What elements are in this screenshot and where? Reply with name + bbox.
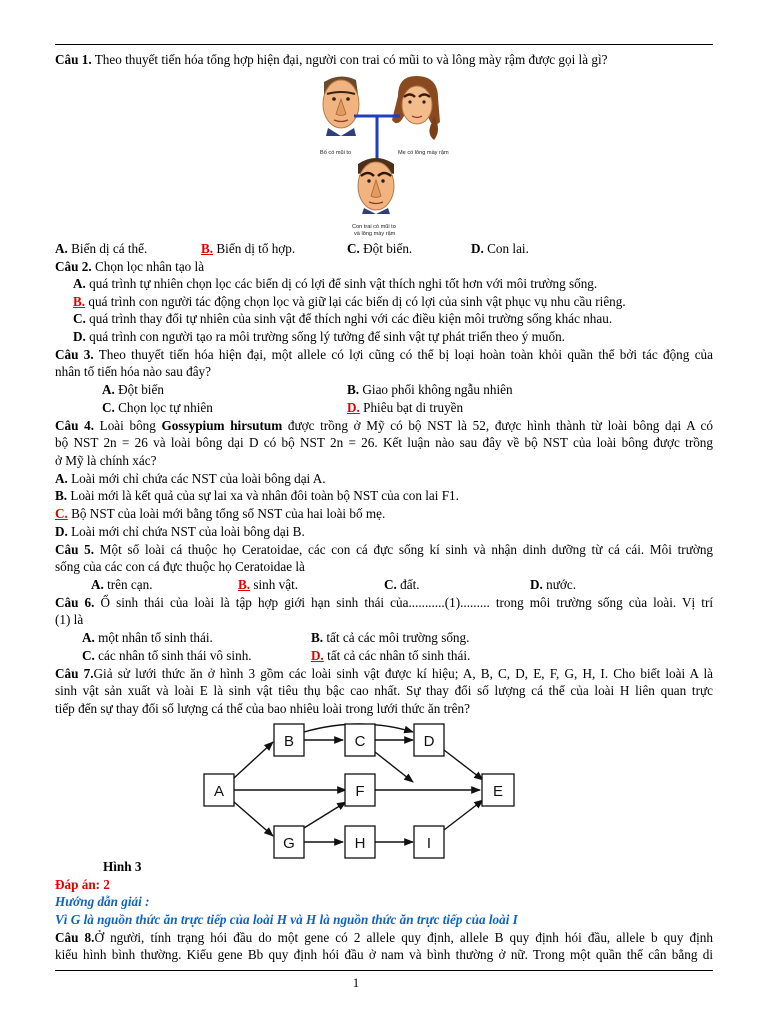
node-d — [414, 724, 444, 756]
question-number: Câu 3. — [55, 347, 94, 362]
question-6-stem-line1: Câu 6. Ổ sinh thái của loài là tập hợp giới hạn sinh thái của...........(1)......... trong môi trường sống của loài. Vị trí — [55, 595, 714, 610]
question-number: Câu 8. — [55, 930, 95, 945]
question-4-option-c[interactable]: C. Bộ NST của loài mới bằng tổng số NST của hai loài bố mẹ. — [55, 506, 386, 521]
option-d[interactable]: D. Phiêu bạt di truyền — [347, 400, 464, 415]
option-d[interactable]: D. tất cả các nhân tố sinh thái. — [311, 648, 471, 663]
option-c[interactable]: C. Chọn lọc tự nhiên — [102, 400, 213, 415]
node-h — [345, 826, 375, 858]
option-a[interactable]: A. Đột biến — [102, 382, 164, 397]
question-4-option-a[interactable]: A. Loài mới chỉ chứa các NST của loài bông dại A. — [55, 471, 326, 486]
option-b[interactable]: B. Giao phối không ngẫu nhiên — [347, 382, 513, 397]
option-b[interactable]: B. Biến dị tổ hợp. — [201, 241, 296, 256]
option-d[interactable]: D. nước. — [530, 577, 576, 592]
question-number: Câu 4. — [55, 418, 94, 433]
mother-face-icon — [392, 76, 440, 140]
option-b[interactable]: B. sinh vật. — [238, 577, 299, 592]
node-f — [345, 774, 375, 806]
question-2-option-c[interactable]: C. quá trình thay đổi tự nhiên của sinh vật để thích nghi với các điều kiện môi trường sống khác nhau. — [73, 311, 613, 326]
svg-text:A: A — [213, 783, 225, 800]
svg-text:E: E — [492, 783, 504, 800]
mother-caption: Mẹ có lông mày rậm — [398, 150, 449, 156]
father-face-icon — [323, 76, 359, 136]
question-number: Câu 1. — [55, 52, 92, 67]
marriage-line — [354, 116, 400, 160]
question-3-stem-line2: nhân tố tiến hóa nào sau đây? — [55, 364, 212, 379]
question-4-stem-line1: Câu 4. Loài bông Gossypium hirsutum được trồng ở Mỹ có bộ NST là 52, được hình thành từ loài bông dại A có — [55, 418, 713, 433]
father-caption: Bố có mũi to — [320, 150, 352, 156]
question-7-stem-line2: sinh vật sản xuất và loài E là sinh vật tiêu thụ bậc cao nhất. Sự thay đổi số lượng cá thể của loài H liên quan trực — [55, 683, 713, 698]
node-b — [274, 724, 304, 756]
son-caption-1: Con trai có mũi to — [352, 224, 396, 230]
svg-text:H: H — [354, 835, 366, 852]
question-4-option-d[interactable]: D. Loài mới chỉ chứa NST của loài bông dại B. — [55, 524, 305, 539]
answer-text: Đáp án: 2 — [55, 877, 110, 892]
option-c[interactable]: C. các nhân tố sinh thái vô sinh. — [82, 648, 252, 663]
question-3-stem-line1: Câu 3. Theo thuyết tiến hóa hiện đại, một allele có lợi cũng có thể bị loại hoàn toàn khỏi quần thể bởi tác động của — [55, 347, 713, 362]
food-web-diagram — [200, 718, 520, 862]
question-2-option-b[interactable]: B. quá trình con người tác động chọn lọc và giữ lại các biến dị có lợi của sinh vật phục vụ nhu cầu riêng. — [73, 294, 626, 309]
figure-caption: Hình 3 — [103, 859, 142, 874]
son-caption-2: và lông mày rậm — [354, 231, 396, 237]
son-face-icon — [358, 158, 394, 214]
question-text: Theo thuyết tiến hóa tổng hợp hiện đại, người con trai có mũi to và lông mày rậm được gọi là gì? — [91, 52, 608, 67]
svg-text:B: B — [283, 733, 295, 750]
node-i — [414, 826, 444, 858]
question-number: Câu 7. — [55, 666, 94, 681]
guide-title: Hướng dẫn giải : — [55, 894, 150, 909]
species-name: Gossypium hirsutum — [161, 418, 283, 433]
node-c — [345, 724, 375, 756]
question-1-stem — [55, 51, 713, 68]
svg-text:F: F — [355, 783, 365, 800]
header-rule — [55, 44, 713, 45]
svg-text:G: G — [283, 835, 295, 852]
question-number: Câu 2. — [55, 259, 92, 274]
node-g — [274, 826, 304, 858]
question-6-stem-line2: (1) là — [55, 612, 84, 627]
svg-text:C: C — [354, 733, 366, 750]
question-2-option-a[interactable]: A. quá trình tự nhiên chọn lọc các biến dị có lợi để sinh vật thích nghi tốt hơn với môi trường sống. — [73, 276, 598, 291]
question-5-stem-line2: sống của các con cá đực thuộc họ Ceratoidae là — [55, 559, 305, 574]
svg-text:I: I — [426, 835, 432, 852]
svg-text:D: D — [423, 733, 435, 750]
question-7-stem-line3: tiếp đến sự thay đổi số lượng cá thể của bao nhiêu loài trong lưới thức ăn trên? — [55, 701, 470, 716]
footer-rule — [55, 970, 713, 971]
guide-text: Vì G là nguồn thức ăn trực tiếp của loài H và H là nguồn thức ăn trực tiếp của loài I — [55, 912, 518, 927]
question-8-stem-line1: Câu 8.Ở người, tính trạng hói đầu do một gene có 2 allele quy định, allele B quy định hói đầu, allele b quy định — [55, 930, 713, 945]
option-c[interactable]: C. Đột biến. — [347, 241, 413, 256]
question-8-stem-line2: kiểu hình bình thường. Kiểu gene Bb quy định hói đầu ở nam và bình thường ở nữ. Trong một quần thể cân bằng di — [55, 947, 713, 962]
option-b[interactable]: B. tất cả các môi trường sống. — [311, 630, 470, 645]
node-e — [482, 774, 514, 806]
node-a — [204, 774, 234, 806]
option-a[interactable]: A. một nhân tố sinh thái. — [82, 630, 213, 645]
option-a[interactable]: A. Biến dị cá thể. — [55, 241, 148, 256]
question-4-stem-line2: bộ NST 2n = 26 và loài bông dại D có bộ NST 2n = 26. Kết luận nào sau đây về bộ NST của loài bông được trồng — [55, 435, 713, 450]
question-number: Câu 6. — [55, 595, 95, 610]
family-illustration — [310, 72, 470, 240]
page-number: 1 — [352, 975, 360, 990]
question-2-option-d[interactable]: D. quá trình con người tạo ra môi trường sống lý tưởng để sinh vật tự phát triển theo ý muốn. — [73, 329, 565, 344]
option-d[interactable]: D. Con lai. — [471, 241, 529, 256]
question-5-stem-line1: Câu 5. Một số loài cá thuộc họ Ceratoidae, các con cá đực sống kí sinh và nhận dinh dưỡng từ cá cái. Môi trường — [55, 542, 714, 557]
question-4-option-b[interactable]: B. Loài mới là kết quả của sự lai xa và nhân đôi toàn bộ NST của con lai F1. — [55, 488, 459, 503]
option-c[interactable]: C. đất. — [384, 577, 420, 592]
question-4-stem-line3: ở Mỹ là chính xác? — [55, 453, 157, 468]
food-web-nodes — [204, 724, 514, 858]
question-number: Câu 5. — [55, 542, 95, 557]
question-7-stem-line1: Câu 7.Giả sử lưới thức ăn ở hình 3 gồm các loài sinh vật được kí hiệu; A, B, C, D, E, F, G, H, I. Cho biết loài A là — [55, 666, 713, 681]
question-2-stem: Câu 2. Chọn lọc nhân tạo là — [55, 259, 205, 274]
option-a[interactable]: A. trên cạn. — [91, 577, 153, 592]
